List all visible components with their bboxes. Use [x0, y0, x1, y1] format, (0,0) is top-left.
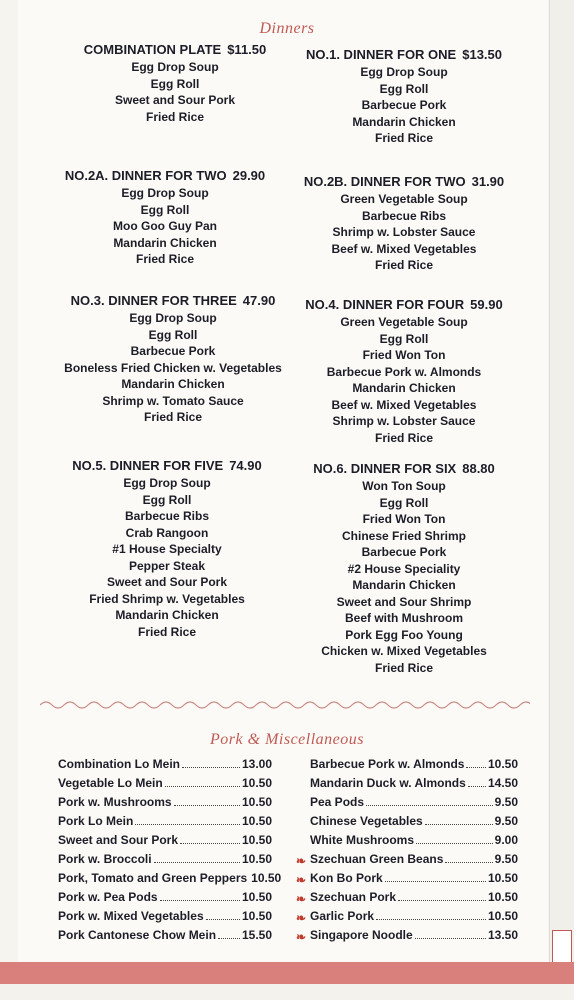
dinner-item: Mandarin Chicken — [352, 381, 456, 395]
dinner-block — [55, 41, 295, 125]
dinner-item: Fried Rice — [137, 624, 197, 639]
dinner-item: Egg Roll — [148, 327, 198, 342]
menu-item-row — [58, 926, 272, 945]
dinner-item: Moo Goo Guy Pan — [113, 219, 217, 233]
corner-box — [552, 930, 572, 964]
dinner-item: Boneless Fried Chicken w. Vegetables — [64, 360, 282, 375]
menu-item-row — [296, 926, 518, 945]
dinner-price: 29.90 — [232, 168, 266, 183]
pepper-icon: ❧ — [296, 911, 307, 925]
dinner-item: Egg Roll — [379, 495, 429, 510]
menu-item-price: 10.50 — [241, 909, 272, 923]
dinner-item: Sweet and Sour Shrimp — [336, 594, 472, 609]
menu-item-price: 9.50 — [494, 814, 518, 828]
dinner-price: 31.90 — [471, 174, 505, 189]
dinner-name: NO.6. DINNER FOR SIX — [313, 461, 457, 476]
dot-leader — [398, 891, 486, 901]
menu-item-name: Pork, Tomato and Green Peppers — [58, 871, 248, 885]
menu-item-row — [296, 888, 518, 907]
pork-misc-heading: Pork & Miscellaneous — [210, 731, 364, 748]
dinner-item: Mandarin Chicken — [352, 578, 456, 592]
dinner-title — [290, 296, 518, 313]
menu-item-row — [58, 907, 272, 926]
menu-item-price: 10.50 — [241, 795, 272, 809]
menu-item-name: Pork w. Mixed Vegetables — [58, 909, 204, 923]
dinner-title — [290, 46, 518, 63]
dot-leader — [218, 929, 240, 939]
dinner-title — [55, 457, 279, 474]
dinner-item: Pepper Steak — [128, 558, 206, 573]
dinner-name: NO.1. DINNER FOR ONE — [305, 47, 457, 62]
dinner-item: Mandarin Chicken — [352, 114, 456, 129]
pork-list-right — [296, 755, 518, 945]
dinner-price: $11.50 — [227, 42, 267, 57]
menu-item-name: Szechuan Green Beans — [310, 852, 444, 866]
dinner-item: Barbecue Ribs — [361, 208, 447, 223]
dot-leader — [385, 872, 486, 882]
dot-leader — [376, 910, 486, 920]
menu-item-row — [58, 812, 272, 831]
dinner-item: Fried Rice — [374, 430, 434, 445]
dinner-item: Fried Won Ton — [362, 512, 446, 526]
dot-leader — [445, 853, 492, 863]
menu-item-name: Pork Lo Mein — [58, 814, 134, 828]
dinner-name: NO.5. DINNER FOR FIVE — [72, 458, 224, 473]
menu-item-row — [296, 869, 518, 888]
menu-item-price: 13.50 — [487, 928, 518, 942]
menu-item-price: 9.50 — [494, 852, 518, 866]
dot-leader — [160, 891, 240, 901]
dinners-heading: Dinners — [259, 20, 315, 37]
menu-item-name: Pork Cantonese Chow Mein — [58, 928, 217, 942]
menu-item-name: Sweet and Sour Pork — [58, 833, 179, 847]
bottom-color-bar — [0, 962, 574, 984]
menu-item-name: Pork w. Pea Pods — [58, 890, 158, 904]
dinner-item: Fried Rice — [374, 131, 434, 145]
dinner-block — [290, 460, 518, 676]
dot-leader — [174, 796, 240, 806]
dinner-block — [55, 457, 279, 640]
dinner-item: Chicken w. Mixed Vegetables — [321, 644, 487, 658]
menu-item-name: Singapore Noodle — [310, 928, 413, 942]
dinner-item: Mandarin Chicken — [113, 235, 217, 250]
dot-leader — [180, 834, 240, 844]
dinner-item: Sweet and Sour Pork — [114, 93, 236, 107]
dinner-item: Egg Roll — [142, 492, 192, 507]
dinner-title — [55, 41, 295, 58]
pork-list-left — [58, 755, 282, 945]
menu-item-price: 10.50 — [251, 871, 282, 885]
dinner-block — [55, 292, 291, 426]
menu-item-name: Mandarin Duck w. Almonds — [310, 776, 466, 790]
dinner-name: NO.2A. DINNER FOR TWO — [64, 168, 227, 183]
dot-leader — [415, 929, 486, 939]
dinner-item: Barbecue Ribs — [124, 509, 210, 523]
menu-item-name: Pea Pods — [310, 795, 365, 809]
left-page-edge — [0, 0, 14, 962]
dinner-item: Egg Drop Soup — [360, 65, 448, 79]
dinner-price: $13.50 — [462, 47, 502, 62]
dinner-name: NO.4. DINNER FOR FOUR — [305, 297, 465, 312]
dinner-item: Barbecue Pork — [361, 98, 447, 112]
dinner-price: 88.80 — [462, 461, 495, 476]
menu-item-row — [310, 812, 518, 831]
dinner-block — [290, 173, 518, 274]
dinner-item: Barbecue Pork — [130, 344, 216, 358]
dinner-name: NO.3. DINNER FOR THREE — [70, 293, 237, 308]
bottom-edge — [0, 984, 574, 1000]
dot-leader — [165, 777, 240, 787]
menu-item-name: Kon Bo Pork — [310, 871, 383, 885]
dinner-block — [290, 46, 518, 147]
menu-item-price: 10.50 — [487, 909, 518, 923]
dot-leader — [468, 777, 486, 787]
menu-item-row — [296, 850, 518, 869]
dot-leader — [416, 834, 493, 844]
menu-item-row — [58, 774, 272, 793]
dinner-item: Barbecue Pork w. Almonds — [326, 364, 482, 379]
menu-item-row — [58, 888, 272, 907]
dinner-item: Green Vegetable Soup — [340, 192, 468, 206]
dinner-item: Fried Shrimp w. Vegetables — [89, 591, 245, 606]
dot-leader — [206, 910, 240, 920]
menu-item-row — [58, 793, 272, 812]
dinner-item: Green Vegetable Soup — [340, 315, 468, 329]
dinner-item: Mandarin Chicken — [115, 608, 219, 622]
dinner-item: Fried Rice — [145, 109, 205, 124]
dinner-item: Won Ton Soup — [362, 479, 446, 493]
dot-leader — [154, 853, 240, 863]
pepper-icon: ❧ — [296, 930, 307, 944]
dinner-item: Shrimp w. Tomato Sauce — [102, 393, 244, 408]
menu-item-row — [310, 831, 518, 850]
menu-item-price: 10.50 — [487, 871, 518, 885]
dinner-block — [290, 296, 518, 446]
dinner-item: Egg Roll — [140, 202, 190, 217]
dinner-item: Egg Drop Soup — [129, 311, 217, 325]
dinner-item: #2 House Speciality — [347, 561, 461, 576]
wave-divider — [40, 698, 530, 712]
menu-item-name: Chinese Vegetables — [310, 814, 423, 828]
pepper-icon: ❧ — [296, 892, 307, 906]
menu-item-row — [58, 831, 272, 850]
menu-item-price: 13.00 — [241, 757, 272, 771]
dinner-title — [55, 167, 275, 184]
dinner-item: Barbecue Pork — [361, 545, 447, 559]
dinner-item: Egg Drop Soup — [121, 186, 209, 200]
dinner-block — [55, 167, 275, 268]
dinner-item: Beef with Mushroom — [344, 611, 463, 625]
dot-leader — [182, 758, 240, 768]
menu-item-name: Garlic Pork — [310, 909, 375, 923]
dinner-item: Fried Rice — [135, 252, 195, 266]
dinner-item: Sweet and Sour Pork — [106, 575, 228, 589]
menu-item-name: Combination Lo Mein — [58, 757, 180, 771]
dot-leader — [135, 815, 240, 825]
dinner-item: Shrimp w. Lobster Sauce — [332, 225, 476, 239]
menu-item-price: 10.50 — [241, 890, 272, 904]
dinner-item: Egg Drop Soup — [131, 60, 219, 74]
menu-item-price: 10.50 — [487, 757, 518, 771]
dinner-price: 74.90 — [229, 458, 262, 473]
dinner-item: Beef w. Mixed Vegetables — [331, 397, 477, 412]
dinner-item: Chinese Fried Shrimp — [341, 528, 467, 543]
pepper-icon: ❧ — [296, 873, 307, 887]
dinner-item: Pork Egg Foo Young — [345, 627, 463, 642]
menu-item-row — [58, 850, 272, 869]
dot-leader — [366, 796, 493, 806]
menu-item-price: 10.50 — [241, 814, 272, 828]
menu-item-price: 9.50 — [494, 795, 518, 809]
dinner-item: Beef w. Mixed Vegetables — [331, 241, 477, 256]
dinner-price: 59.90 — [470, 297, 503, 312]
menu-item-price: 15.50 — [241, 928, 272, 942]
dinner-price: 47.90 — [242, 293, 276, 308]
dinner-title — [290, 460, 518, 477]
dinner-item: Fried Rice — [143, 410, 203, 424]
menu-item-name: Vegetable Lo Mein — [58, 776, 163, 790]
menu-item-price: 14.50 — [487, 776, 518, 790]
menu-item-name: Szechuan Pork — [310, 890, 397, 904]
menu-item-price: 10.50 — [241, 852, 272, 866]
menu-item-price: 10.50 — [487, 890, 518, 904]
menu-item-row — [58, 755, 272, 774]
dinner-item: #1 House Specialty — [112, 542, 222, 556]
dinner-title — [290, 173, 518, 190]
dinner-name: NO.2B. DINNER FOR TWO — [303, 174, 466, 189]
dinner-item: Shrimp w. Lobster Sauce — [332, 414, 476, 428]
dinner-item: Fried Rice — [374, 258, 434, 272]
menu-item-row — [310, 774, 518, 793]
menu-item-price: 9.00 — [494, 833, 518, 847]
dinner-item: Egg Roll — [150, 76, 200, 91]
menu-item-name: Barbecue Pork w. Almonds — [310, 757, 465, 771]
menu-item-row — [310, 755, 518, 774]
menu-item-name: White Mushrooms — [310, 833, 414, 847]
pepper-icon: ❧ — [296, 854, 307, 868]
dinner-item: Egg Roll — [379, 81, 429, 96]
menu-item-row — [310, 793, 518, 812]
dinner-item: Fried Won Ton — [362, 348, 446, 362]
menu-item-name: Pork w. Broccoli — [58, 852, 152, 866]
menu-item-price: 10.50 — [241, 833, 272, 847]
menu-item-price: 10.50 — [241, 776, 272, 790]
menu-item-row — [296, 907, 518, 926]
dinner-item: Egg Drop Soup — [123, 476, 211, 490]
dinner-item: Fried Rice — [374, 660, 434, 675]
dot-leader — [466, 758, 485, 768]
dot-leader — [425, 815, 493, 825]
menu-item-row — [58, 869, 282, 888]
dinner-item: Mandarin Chicken — [121, 377, 225, 391]
menu-item-name: Pork w. Mushrooms — [58, 795, 172, 809]
right-page-edge — [549, 0, 574, 962]
dinner-name: COMBINATION PLATE — [83, 42, 222, 57]
dinner-item: Egg Roll — [379, 331, 429, 346]
dinner-item: Crab Rangoon — [125, 525, 209, 540]
dinner-title — [55, 292, 291, 309]
